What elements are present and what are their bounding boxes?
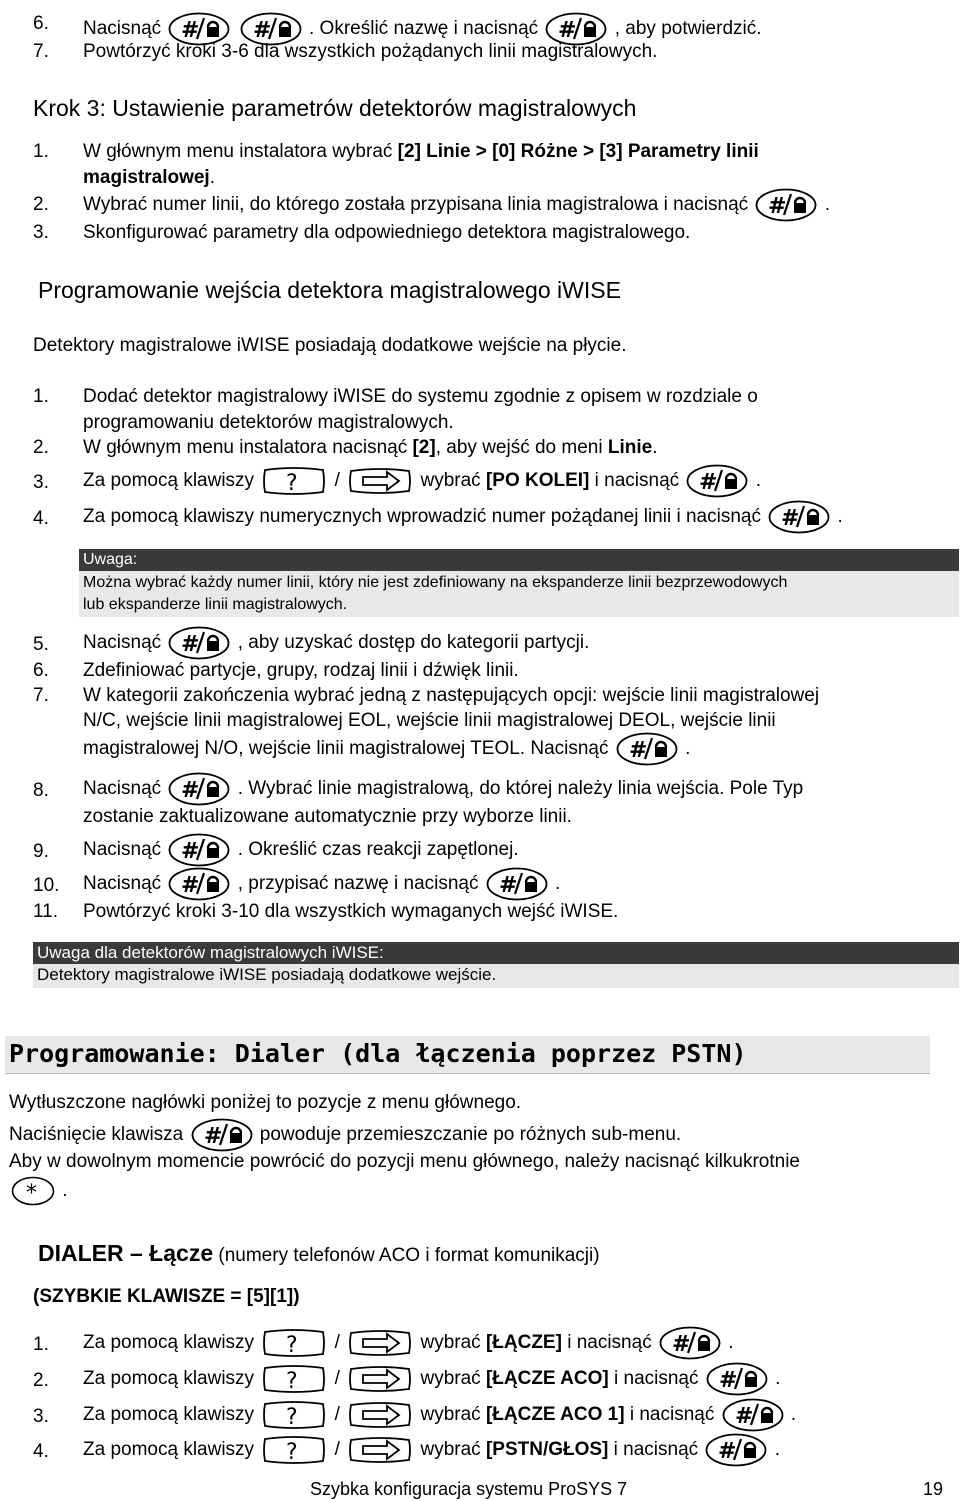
step-number: 1. [33,141,49,162]
step-text: Powtórzyć kroki 3-10 dla wszystkich wymaganych wejść iWISE. [83,901,619,922]
dialer-return-note: Aby w dowolnym momencie powrócić do pozycji menu głównego, należy nacisnąć kilkukrotnie [9,1151,800,1172]
step-text: Wybrać numer linii, do którego została przypisana linia magistralowa i nacisnąć [83,194,749,216]
svg-text:#: # [181,839,200,864]
iwise-intro: Detektory magistralowe iWISE posiadają dodatkowe wejście na płycie. [33,335,627,356]
hash-lock-key-icon [486,867,548,901]
iwise-step-1-cont: programowaniu detektorów magistralowych. [83,412,454,433]
menu-path: [2] Linie > [0] Różne > [3] Parametry linii [397,141,759,162]
hash-lock-key-icon [168,772,230,806]
separator: / [334,470,340,492]
dialer-step [33,1439,781,1465]
step-number: 8. [33,780,49,801]
hash-lock-key-icon [191,1118,253,1152]
note2-header [33,942,959,964]
star-key-icon [11,1176,55,1206]
step-number: 2. [33,437,49,458]
dialer-intro: Wytłuszczone nagłówki poniżej to pozycje z menu głównego. [9,1092,522,1113]
step-text: W głównym menu instalatora nacisnąć [83,437,413,458]
note2-body [33,964,959,988]
step-text: . Określić czas reakcji zapętlonej. [237,839,519,861]
iwise-step-6 [33,659,519,683]
section-heading-iwise: Programowanie wejścia detektora magistralowego iWISE [38,277,621,303]
step-text: N/C, wejście linii magistralowej EOL, wejście linii magistralowej DEOL, wejście linii [83,710,776,731]
note-title: Uwaga: [83,551,138,568]
step-text: , aby uzyskać dostęp do kategorii partycji. [237,632,590,654]
arrow-key-icon [347,1363,413,1395]
step-text: Nacisnąć [83,18,162,40]
iwise-step-2 [33,436,658,460]
iwise-step-7 [33,684,820,708]
step-text: Naciśnięcie klawisza [9,1124,184,1146]
quick-keys: (SZYBKIE KLAWISZE = [5][1]) [33,1286,300,1307]
step-text: W głównym menu instalatora wybrać [83,141,398,162]
step-text: i nacisnąć [608,1439,699,1461]
step-text: . [728,1332,734,1354]
iwise-step-8 [33,778,804,803]
krok3-step-1-cont [83,166,215,190]
step-text: Nacisnąć [83,632,162,654]
question-key-icon [261,1399,327,1431]
step-number: 2. [33,194,49,215]
question-key-icon [261,1327,327,1359]
step-text: . [652,437,658,458]
separator: / [334,1404,340,1426]
step-text: Nacisnąć [83,778,162,800]
svg-text:?: ? [286,1440,299,1465]
iwise-step-3 [33,470,762,496]
hash-lock-key-icon [168,626,230,660]
menu-path: magistralowej [83,167,210,188]
svg-text:?: ? [286,471,299,496]
step-text: . Określić nazwę i nacisnąć [309,18,539,40]
step-number: 3. [33,222,49,243]
dialer-step [33,1332,734,1358]
step-text: i nacisnąć [561,1332,652,1354]
step-text: . [755,470,762,492]
menu-option: [ŁĄCZE] [485,1332,562,1354]
iwise-step-7-cont [83,739,690,773]
step-text: Nacisnąć [83,839,162,861]
step-text: . [555,873,561,895]
question-key-icon [261,1434,327,1466]
arrow-key-icon [347,1434,413,1466]
menu-option: [PO KOLEI] [485,470,590,492]
svg-text:#: # [252,18,272,43]
separator: / [334,1332,340,1354]
iwise-step-1 [33,385,758,409]
step-text: zostanie zaktualizowane automatycznie przy wyborze linii. [83,806,572,827]
step-number: 4. [33,508,49,529]
svg-text:#: # [768,194,787,219]
step-text: magistralowej N/O, wejście linii magistralowej TEOL. Nacisnąć [83,738,609,760]
iwise-step-4 [33,506,843,531]
step-text: i nacisnąć [608,1368,699,1390]
step-text: Za pomocą klawiszy [83,470,255,492]
step-text: wybrać [420,1439,486,1461]
hash-lock-key-icon [755,188,817,222]
note-text: Można wybrać każdy numer linii, który nie jest zdefiniowany na ekspanderze linii bezprzewodowych [83,574,788,591]
dialer-heading-box [5,1036,930,1074]
step-text: wybrać [420,1368,486,1390]
step-number: 3. [33,1406,49,1427]
step-6 [33,12,762,43]
step-number: 3. [33,472,49,493]
step-text: Powtórzyć kroki 3-6 dla wszystkich pożądanych linii magistralowych. [83,41,658,62]
step-text: . [209,167,215,188]
note-text: Detektory magistralowe iWISE posiadają dodatkowe wejście. [37,965,497,984]
step-text: . [775,1368,781,1390]
svg-text:#: # [558,18,577,43]
step-text: wybrać [420,470,486,492]
arrow-key-icon [347,1399,413,1431]
dialer-step [33,1368,781,1394]
svg-text:#: # [628,738,648,763]
step-number: 9. [33,841,49,862]
step-number: 7. [33,41,49,62]
separator: / [334,1439,340,1461]
step-text: Skonfigurować parametry dla odpowiedniego detektora magistralowego. [83,222,691,243]
subheading-bold: DIALER – Łącze [38,1240,214,1266]
step-number: 4. [33,1441,49,1462]
step-number: 6. [33,13,49,34]
svg-text:#: # [181,873,200,898]
step-number: 1. [33,386,49,407]
hash-lock-key-icon [686,464,748,498]
menu-option: [PSTN/GŁOS] [485,1439,609,1461]
iwise-step-9 [33,839,519,864]
hash-lock-key-icon [722,1398,784,1432]
question-key-icon [261,465,327,497]
step-text: , przypisać nazwę i nacisnąć [237,873,479,895]
step-number: 11. [33,901,59,922]
dialer-star-key [9,1176,68,1206]
note-header [79,549,959,571]
page-number: 19 [923,1479,944,1499]
step-text: i nacisnąć [624,1404,715,1426]
step-text: wybrać [420,1404,486,1426]
separator: / [334,1368,340,1390]
step-text: Za pomocą klawiszy [83,1404,255,1426]
step-number: 1. [33,1334,49,1355]
hash-lock-key-icon [659,1326,721,1360]
svg-text:#: # [718,1439,737,1464]
step-text: Za pomocą klawiszy numerycznych wprowadzić numer pożądanej linii i nacisnąć [83,506,761,528]
step-text: W kategorii zakończenia wybrać jedną z następujących opcji: wejście linii magistralowej [83,685,820,706]
step-text: . [62,1180,68,1202]
note-text: lub ekspanderze linii magistralowych. [83,596,348,613]
svg-text:#: # [699,470,718,495]
hash-lock-key-icon [705,1433,767,1467]
dialer-subheading [38,1239,600,1270]
step-text: . [790,1404,797,1426]
step-text: wybrać [420,1332,486,1354]
note-title: Uwaga dla detektorów magistralowych iWISE: [37,943,384,962]
hash-lock-key-icon [616,732,678,766]
hash-lock-key-icon [168,867,230,901]
svg-text:#: # [671,1332,691,1357]
svg-text:?: ? [286,1405,299,1430]
step-number: 10. [33,875,60,896]
krok3-step-3 [33,221,691,245]
step-text: powoduje przemieszczanie po różnych sub-menu. [259,1124,682,1146]
krok3-step-2 [33,193,830,219]
step-text: . [837,506,843,528]
svg-text:*: * [26,1181,37,1206]
hash-lock-key-icon [168,833,230,867]
step-text: . Wybrać linie magistralową, do której należy linia wejścia. Pole Typ [237,778,804,800]
svg-text:?: ? [286,1369,299,1394]
menu-option: [ŁĄCZE ACO] [485,1368,609,1390]
step-text: , aby wejść do meni [435,437,608,458]
dialer-step [33,1404,797,1430]
svg-text:#: # [781,506,800,531]
step-text: Za pomocą klawiszy [83,1332,255,1354]
svg-text:#: # [181,18,200,43]
arrow-key-icon [347,465,413,497]
step-text: Zdefiniować partycje, grupy, rodzaj linii i dźwięk linii. [83,660,519,681]
hash-lock-key-icon [706,1362,768,1396]
dialer-heading: Programowanie: Dialer (dla łączenia poprzez PSTN) [9,1039,747,1068]
menu-name: Linie [607,437,653,458]
question-key-icon [261,1363,327,1395]
iwise-step-10 [33,873,561,898]
svg-text:#: # [203,1124,222,1149]
step-text: . [685,738,691,760]
svg-text:#: # [718,1368,738,1393]
menu-key: [2] [412,437,436,458]
svg-text:#: # [734,1404,754,1429]
step-text: Za pomocą klawiszy [83,1368,255,1390]
subheading-rest: (numery telefonów ACO i format komunikacji) [213,1245,600,1266]
arrow-key-icon [347,1327,413,1359]
section-heading-krok3: Krok 3: Ustawienie parametrów detektorów magistralowych [33,95,637,121]
svg-text:#: # [181,632,200,657]
svg-text:#: # [498,873,518,898]
iwise-step-5 [33,632,590,657]
step-text: i nacisnąć [589,470,680,492]
step-text: , aby potwierdzić. [614,18,762,40]
step-text: Dodać detektor magistralowy iWISE do systemu zgodnie z opisem w rozdziale o [83,386,758,407]
step-text: Nacisnąć [83,873,162,895]
iwise-step-11 [33,900,619,924]
footer-title: Szybka konfiguracja systemu ProSYS 7 [310,1479,628,1499]
step-text: . [824,194,830,216]
krok3-step-1 [33,140,759,164]
step-number: 5. [33,634,49,655]
svg-text:#: # [181,778,200,803]
step-7 [33,40,658,64]
step-number: 7. [33,685,49,706]
step-number: 6. [33,660,49,681]
note-body [79,571,959,617]
step-text: Za pomocą klawiszy [83,1439,255,1461]
menu-option: [ŁĄCZE ACO 1] [485,1404,625,1426]
svg-text:?: ? [286,1333,299,1358]
step-number: 2. [33,1370,49,1391]
step-text: . [774,1439,781,1461]
hash-lock-key-icon [768,500,830,534]
